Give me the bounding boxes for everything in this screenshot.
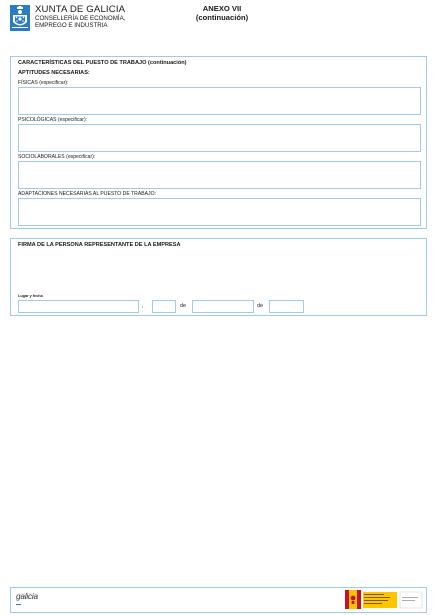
- annex-subtitle: (continuación): [195, 12, 249, 22]
- sociolaboral-input[interactable]: [18, 161, 421, 189]
- annex-title: [182, 5, 262, 23]
- place-input[interactable]: [18, 300, 139, 313]
- psychological-label: PSICOLÓGICAS (especificar):: [18, 117, 88, 123]
- org-line-1: CONSELLERÍA DE ECONOMÍA,: [35, 15, 126, 22]
- job-characteristics-section: [10, 56, 427, 229]
- organization-name: [35, 4, 125, 30]
- adaptations-input[interactable]: [18, 198, 421, 226]
- physical-input[interactable]: [18, 87, 421, 115]
- comma-separator: ,: [142, 303, 144, 309]
- year-input[interactable]: [269, 300, 304, 313]
- signature-section: [10, 238, 427, 316]
- psychological-input[interactable]: [18, 124, 421, 152]
- sociolaboral-label: SOCIOLABORALES (especificar):: [18, 154, 96, 160]
- adaptations-label: ADAPTACIONES NECESARIAS AL PUESTO DE TRABAJO:: [18, 191, 156, 197]
- place-date-label: Lugar y fecha: [18, 294, 43, 298]
- galicia-brand-logo: galicia: [16, 592, 38, 601]
- de-separator-2: de: [257, 303, 263, 309]
- day-input[interactable]: [152, 300, 176, 313]
- xunta-brand: XUNTA DE GALICIA: [35, 4, 126, 15]
- section-title: CARACTERÍSTICAS DEL PUESTO DE TRABAJO (continuación): [18, 60, 187, 66]
- spanish-government-logo: [345, 590, 423, 609]
- annex-number: ANEXO VII: [202, 4, 242, 13]
- org-line-2: EMPREGO E INDUSTRIA: [35, 22, 108, 30]
- galicia-logo-mark: [16, 604, 21, 605]
- signature-title: FIRMA DE LA PERSONA REPRESENTANTE DE LA EMPRESA: [18, 242, 181, 248]
- month-input[interactable]: [192, 300, 254, 313]
- physical-label: FÍSICAS (especificar):: [18, 80, 69, 86]
- xunta-coat-of-arms-icon: [10, 5, 30, 31]
- section-subtitle: APTITUDES NECESARIAS:: [18, 70, 90, 76]
- de-separator-1: de: [180, 303, 186, 309]
